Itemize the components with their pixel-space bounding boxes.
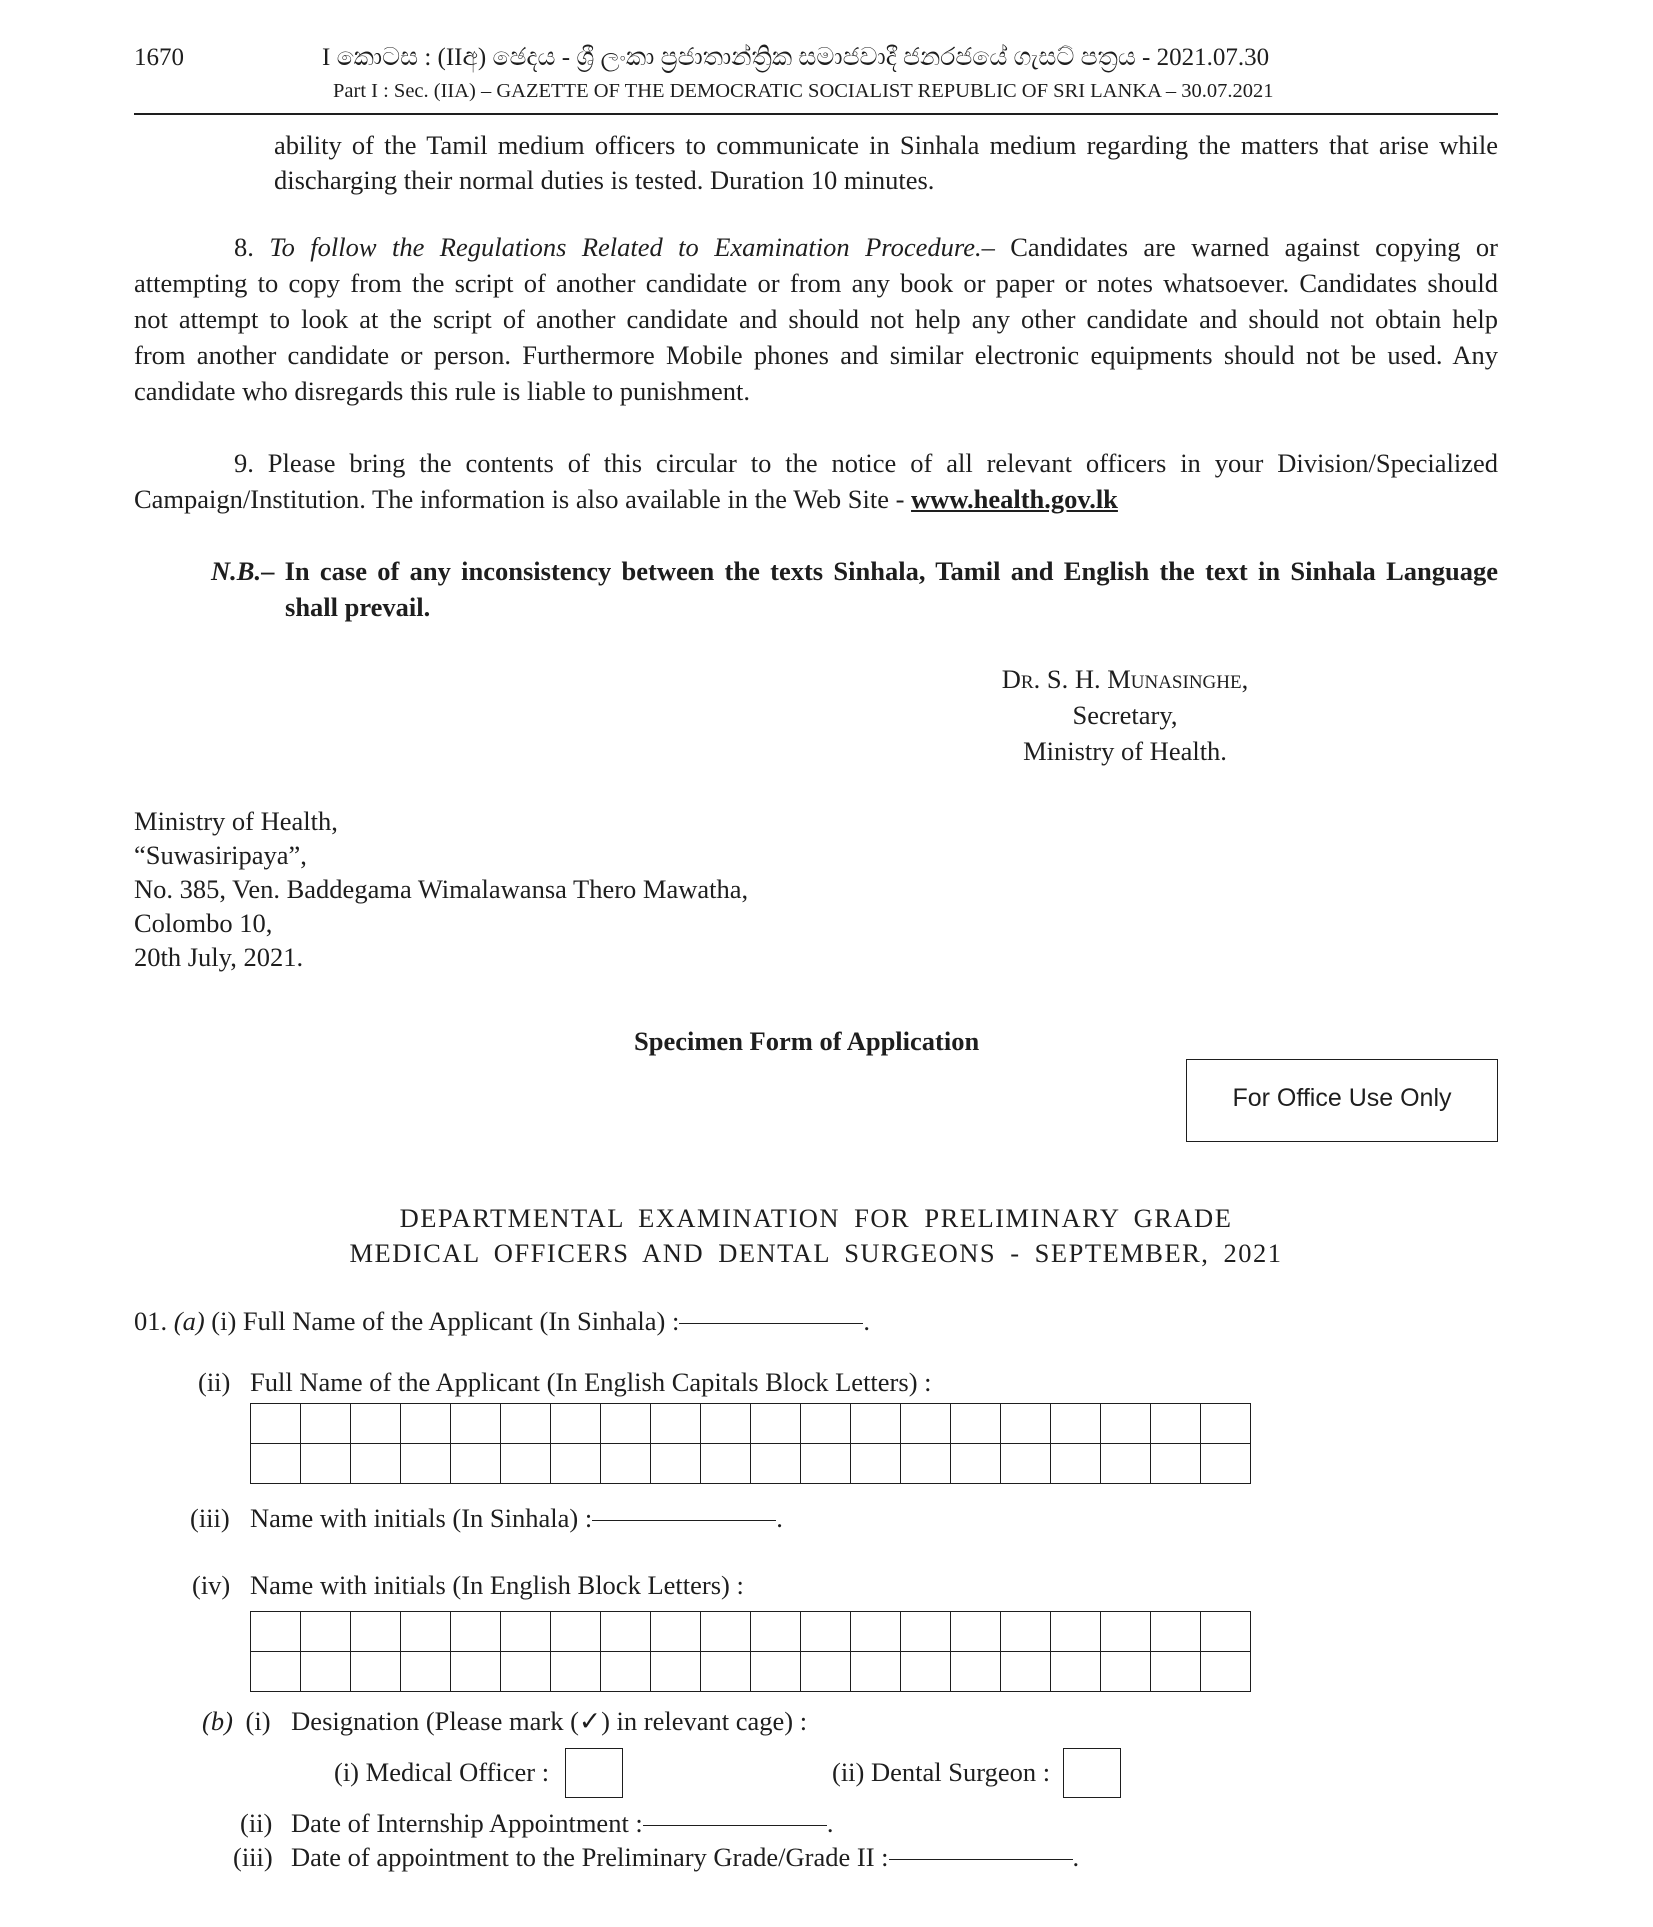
letter-cell[interactable] <box>1151 1444 1201 1484</box>
q1b-i-text: Designation (Please mark (✓) in relevant cage) : <box>291 1706 808 1736</box>
letter-cell[interactable] <box>1201 1652 1251 1692</box>
q1a-i-text: Full Name of the Applicant (In Sinhala) : <box>242 1306 680 1336</box>
letter-cell[interactable] <box>751 1444 801 1484</box>
para8-number: 8. <box>234 232 254 262</box>
para9-line-2 <box>134 484 1118 515</box>
dental-surgeon-checkbox[interactable] <box>1063 1748 1121 1798</box>
letter-cell[interactable] <box>1001 1652 1051 1692</box>
letter-cell[interactable] <box>451 1404 501 1444</box>
q1b-i-label: (i) <box>245 1706 271 1736</box>
letter-cell[interactable] <box>851 1444 901 1484</box>
q1a-label: (a) <box>173 1306 205 1336</box>
para8-line-1 <box>234 232 1498 263</box>
letter-cell[interactable] <box>401 1652 451 1692</box>
q1b-iii-label: (iii) <box>233 1842 273 1872</box>
letter-cell[interactable] <box>1001 1612 1051 1652</box>
para8-title: To follow the Regulations Related to Examination Procedure. <box>269 232 982 262</box>
para8-line1-rest: – Candidates are warned against copying or <box>981 232 1498 262</box>
medical-officer-checkbox[interactable] <box>565 1748 623 1798</box>
address-date: 20th July, 2021. <box>134 942 304 972</box>
q1a-i-label: (i) <box>211 1306 237 1336</box>
q1b-i-row <box>202 1706 807 1737</box>
letter-cell[interactable] <box>651 1652 701 1692</box>
letter-cell[interactable] <box>1201 1444 1251 1484</box>
sinhala-initials-line[interactable] <box>592 1520 776 1521</box>
q1a-iii-text: Name with initials (In Sinhala) : <box>250 1503 593 1533</box>
english-initials-grid[interactable] <box>250 1611 1251 1692</box>
letter-cell[interactable] <box>801 1444 851 1484</box>
q1b-ii-row <box>291 1808 833 1839</box>
option-medical-officer: (i) Medical Officer : <box>334 1757 550 1787</box>
letter-cell[interactable] <box>501 1404 551 1444</box>
letter-cell[interactable] <box>951 1444 1001 1484</box>
q1a-iii-label: (iii) <box>190 1503 230 1533</box>
letter-cell[interactable] <box>1151 1652 1201 1692</box>
letter-cell[interactable] <box>1201 1404 1251 1444</box>
letter-cell[interactable] <box>901 1652 951 1692</box>
letter-cell[interactable] <box>551 1444 601 1484</box>
letter-cell[interactable] <box>601 1444 651 1484</box>
q1-number: 01. <box>134 1306 168 1336</box>
letter-cell[interactable] <box>451 1444 501 1484</box>
letter-cell[interactable] <box>501 1612 551 1652</box>
q1b-ii-text: Date of Internship Appointment : <box>291 1808 643 1838</box>
letter-cell[interactable] <box>451 1612 501 1652</box>
header-rule <box>134 113 1498 115</box>
nb-line-1 <box>211 556 1498 587</box>
q1a-i-row <box>134 1306 870 1337</box>
address-line-1: Ministry of Health, <box>134 806 338 836</box>
letter-cell[interactable] <box>351 1612 401 1652</box>
para8-line-2: attempting to copy from the script of another candidate or from any book or paper or notes whatsoever. Candidates should <box>134 268 1498 298</box>
letter-cell[interactable] <box>501 1652 551 1692</box>
signatory-ministry: Ministry of Health. <box>1023 736 1227 766</box>
continuation-line-2: discharging their normal duties is tested. Duration 10 minutes. <box>274 165 935 195</box>
letter-cell[interactable] <box>851 1652 901 1692</box>
continuation-line-1: ability of the Tamil medium officers to communicate in Sinhala medium regarding the matters that arise while <box>274 130 1498 160</box>
page-number: 1670 <box>134 44 184 71</box>
letter-cell[interactable] <box>451 1652 501 1692</box>
letter-cell[interactable] <box>251 1444 301 1484</box>
letter-cell[interactable] <box>401 1404 451 1444</box>
q1b-iii-period: . <box>1072 1842 1080 1872</box>
letter-cell[interactable] <box>301 1404 351 1444</box>
letter-cell[interactable] <box>1101 1612 1151 1652</box>
address-line-4: Colombo 10, <box>134 908 273 938</box>
letter-cell[interactable] <box>301 1612 351 1652</box>
q1a-iii-period: . <box>776 1503 783 1533</box>
q1a-iv-text: Name with initials (In English Block Letters) : <box>250 1570 744 1600</box>
para9-line-1: 9. Please bring the contents of this circular to the notice of all relevant officers in your Division/Specialized <box>234 448 1498 478</box>
q1b-ii-label: (ii) <box>240 1808 273 1838</box>
q1a-ii-label: (ii) <box>198 1367 231 1397</box>
letter-cell[interactable] <box>1101 1652 1151 1692</box>
letter-cell[interactable] <box>901 1404 951 1444</box>
letter-cell[interactable] <box>401 1612 451 1652</box>
letter-cell[interactable] <box>751 1612 801 1652</box>
address-line-2: “Suwasiripaya”, <box>134 840 307 870</box>
q1b-iii-row <box>291 1842 1079 1873</box>
letter-cell[interactable] <box>1001 1444 1051 1484</box>
nb-label: N.B. <box>211 556 262 586</box>
letter-cell[interactable] <box>1051 1444 1101 1484</box>
nb-line1-rest: – In case of any inconsistency between the texts Sinhala, Tamil and English the text in Sinhala Language <box>261 556 1498 586</box>
letter-cell[interactable] <box>901 1612 951 1652</box>
signatory-name-text: Dr. S. H. Munasinghe, <box>1001 664 1249 694</box>
letter-cell[interactable] <box>701 1612 751 1652</box>
letter-cell[interactable] <box>351 1404 401 1444</box>
preliminary-grade-date-line[interactable] <box>889 1859 1073 1860</box>
letter-cell[interactable] <box>551 1612 601 1652</box>
letter-cell[interactable] <box>901 1444 951 1484</box>
option-dental-surgeon: (ii) Dental Surgeon : <box>832 1757 1051 1787</box>
sinhala-full-name-line[interactable] <box>679 1323 863 1324</box>
letter-cell[interactable] <box>1201 1612 1251 1652</box>
letter-cell[interactable] <box>951 1612 1001 1652</box>
letter-cell[interactable] <box>1151 1612 1201 1652</box>
letter-cell[interactable] <box>351 1444 401 1484</box>
letter-cell[interactable] <box>751 1652 801 1692</box>
letter-cell[interactable] <box>1051 1404 1101 1444</box>
letter-cell[interactable] <box>601 1404 651 1444</box>
q1b-iii-text: Date of appointment to the Preliminary Grade/Grade II : <box>291 1842 889 1872</box>
letter-cell[interactable] <box>251 1652 301 1692</box>
letter-cell[interactable] <box>801 1612 851 1652</box>
english-full-name-grid[interactable] <box>250 1403 1251 1484</box>
letter-cell[interactable] <box>501 1444 551 1484</box>
form-heading: Specimen Form of Application <box>634 1026 980 1056</box>
letter-cell[interactable] <box>301 1444 351 1484</box>
signatory-title: Secretary, <box>1072 700 1178 730</box>
q1b-label: (b) <box>202 1706 233 1736</box>
para9-text: Campaign/Institution. The information is also available in the Web Site - <box>134 484 912 514</box>
letter-cell[interactable] <box>651 1612 701 1652</box>
signatory-name <box>900 664 1350 695</box>
letter-cell[interactable] <box>1051 1612 1101 1652</box>
letter-cell[interactable] <box>701 1652 751 1692</box>
para8-line-5: candidate who disregards this rule is liable to punishment. <box>134 376 750 406</box>
letter-cell[interactable] <box>951 1652 1001 1692</box>
letter-cell[interactable] <box>251 1404 301 1444</box>
letter-cell[interactable] <box>1051 1652 1101 1692</box>
header-sinhala-line: I කොටස : (IIඅ) ඡෙදය - ශ්‍රී ලංකා ප්‍රජාතාන්ත්‍රික සමාජවාදී ජනරජයේ ගැසට් පත්‍රය - 2021.07.30 <box>322 44 1270 71</box>
letter-cell[interactable] <box>751 1404 801 1444</box>
letter-cell[interactable] <box>651 1404 701 1444</box>
letter-cell[interactable] <box>551 1652 601 1692</box>
exam-title-line-2: MEDICAL OFFICERS AND DENTAL SURGEONS - SEPTEMBER, 2021 <box>349 1238 1283 1268</box>
letter-cell[interactable] <box>851 1612 901 1652</box>
letter-cell[interactable] <box>801 1652 851 1692</box>
nb-line-2: shall prevail. <box>285 592 431 622</box>
q1a-iv-label: (iv) <box>192 1570 231 1600</box>
para8-line-4: from another candidate or person. Furthermore Mobile phones and similar electronic equipments should not be used. Any <box>134 340 1498 370</box>
q1b-ii-period: . <box>826 1808 834 1838</box>
exam-title-line-1: DEPARTMENTAL EXAMINATION FOR PRELIMINARY GRADE <box>399 1203 1233 1233</box>
letter-cell[interactable] <box>551 1404 601 1444</box>
letter-cell[interactable] <box>251 1612 301 1652</box>
address-line-3: No. 385, Ven. Baddegama Wimalawansa Thero Mawatha, <box>134 874 749 904</box>
letter-cell[interactable] <box>1101 1404 1151 1444</box>
letter-cell[interactable] <box>351 1652 401 1692</box>
office-use-box <box>1186 1059 1498 1142</box>
office-use-label: For Office Use Only <box>1232 1084 1452 1112</box>
letter-cell[interactable] <box>601 1612 651 1652</box>
q1a-ii-text: Full Name of the Applicant (In English Capitals Block Letters) : <box>250 1367 932 1397</box>
letter-cell[interactable] <box>1101 1444 1151 1484</box>
header-english-line: Part I : Sec. (IIA) – GAZETTE OF THE DEMOCRATIC SOCIALIST REPUBLIC OF SRI LANKA – 30.07.2021 <box>333 80 1274 102</box>
letter-cell[interactable] <box>301 1652 351 1692</box>
letter-cell[interactable] <box>701 1444 751 1484</box>
letter-cell[interactable] <box>651 1444 701 1484</box>
letter-cell[interactable] <box>851 1404 901 1444</box>
letter-cell[interactable] <box>701 1404 751 1444</box>
letter-cell[interactable] <box>801 1404 851 1444</box>
letter-cell[interactable] <box>601 1652 651 1692</box>
letter-cell[interactable] <box>1151 1404 1201 1444</box>
internship-date-line[interactable] <box>643 1825 827 1826</box>
letter-cell[interactable] <box>401 1444 451 1484</box>
website-link[interactable]: www.health.gov.lk <box>911 484 1118 514</box>
letter-cell[interactable] <box>951 1404 1001 1444</box>
para8-line-3: not attempt to look at the script of another candidate and should not help any other candidate and should not obtain help <box>134 304 1498 334</box>
q1a-i-period: . <box>863 1306 870 1336</box>
letter-cell[interactable] <box>1001 1404 1051 1444</box>
q1a-iii-row <box>250 1503 783 1534</box>
